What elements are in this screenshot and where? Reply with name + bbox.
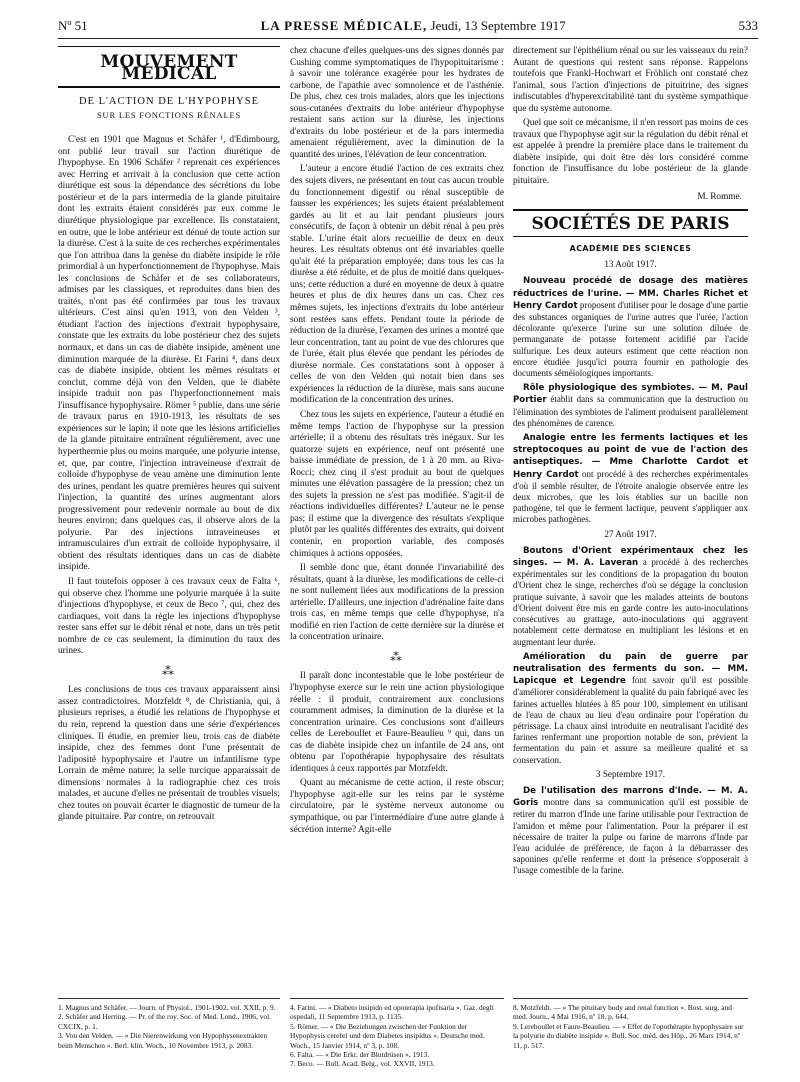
footnote: 1. Magnus and Schäfer. — Journ. of Physiol., 1901-1902, vol. XXII, p. 9. bbox=[58, 1003, 276, 1012]
paragraph: Quant au mécanisme de cette action, il reste obscur; l'hypophyse agit-elle sur les reins par le système circulatoire, par le système nerveux autonome ou sympathique, ou par l'intermédiaire d'une autre glande à sécrétion interne? Agit-elle bbox=[290, 778, 504, 835]
session-date: 3 Septembre 1917. bbox=[595, 768, 666, 779]
section-heading: SOCIÉTÉS DE PARIS bbox=[531, 214, 730, 235]
asterism: ⁂ bbox=[162, 663, 176, 678]
report-body: montre dans sa communication qu'il est possible de retirer du marron d'Inde une farine utilisable pour l'extraction de l'amidon et même pour l'alimentation. Pour la préparer il est nécessaire de traiter la pulpe ou farine de marrons d'Inde par l'eau acidulée de préférence, de façon à la débarrasser des saponines qu'elle renferme et dont la présence s'opposerait à l'usage comestible de la farine. bbox=[513, 797, 748, 876]
paragraph: Chez tous les sujets en expérience, l'auteur a étudié en même temps l'action de l'hypophyse sur la pression artérielle; il a obtenu des résultats très inégaux. Sur les quatorze sujets en expérience, neuf ont présenté une baisse immédiate de pression, de 1 à 20 mm. au Riva-Rocci; chez cinq il s'est produit au bout de quelques minutes une élévation passagère de la pression; chez un des sujets la pression ne s'est pas modifiée. S'agit-il de réactions individuelles différentes? L'auteur ne le pense pas; il estime que la divergence des résultats s'explique plutôt par les qualités différentes des extraits, qui doivent contenir, en proportion variable, des composés chimiques à actions opposées. bbox=[290, 409, 504, 559]
report-entry bbox=[513, 651, 748, 766]
society-name: ACADÉMIE DES SCIENCES bbox=[569, 243, 692, 253]
page-number: 533 bbox=[738, 18, 758, 33]
report-title: De l'utilisation des marrons d'Inde. — M. A. Goris bbox=[513, 785, 748, 809]
masthead bbox=[88, 18, 739, 34]
page-header bbox=[58, 18, 758, 40]
column-3 bbox=[513, 46, 748, 1046]
report-title: Boutons d'Orient expérimentaux chez les singes. — M. A. Laveran bbox=[513, 545, 748, 569]
footnote: 2. Schäfer and Herring. — Pr. of the roy. Soc. of Med. Lond., 1906, vol. CXCIX, p. 1. bbox=[58, 1012, 271, 1031]
report-entry bbox=[513, 432, 748, 526]
asterism: ⁂ bbox=[390, 649, 404, 664]
footnote: 9. Lereboullet et Faure-Beaulieu. — « Effet de l'opothérapie hypophysaire sur la polyurie du diabète insipide ». Bull. Soc. méd. des Hôp., 26 Mars 1914, nº 11, p. 517. bbox=[513, 1021, 744, 1050]
report-body: proposent d'utiliser pour le dosage d'une partie des substances organiques de l'urine autres que l'urée, l'action décolorante qu'exerce l'urine sur une solution diluée de permanganate de potasse fortement acidifié par l'acide sulfurique. Les deux auteurs estiment que cette réaction non encore étudiée jusqu'ici pourra fournir en pathologie des documents séméiologiques importants. bbox=[513, 299, 748, 379]
footnote: 5. Römer. — « Die Beziehungen zwischen der Funktion der Hypophysis cerebri und dem Diabetes insipidus ». Deutsche med. Woch., 15 Janvier 1914, nº 3, p. 108. bbox=[290, 1021, 485, 1050]
society-reports bbox=[513, 259, 748, 876]
footnote-rule bbox=[290, 998, 504, 999]
header-rule bbox=[58, 38, 758, 39]
report-entry bbox=[513, 275, 748, 379]
paragraph: Il paraît donc incontestable que le lobe postérieur de l'hypophyse exerce sur le rein une action physiologique réelle : il produit, contrairement aux conclusions couramment admises, la diminution de la diurèse et la concentration urinaire. Ces conclusions sont d'ailleurs celles de Lereboullet et Faure-Beaulieu ⁹ qui, dans un cas de diabète insipide chez un infantile de 24 ans, ont obtenu par l'opothérapie hypophysaire des résultats identiques à ceux rapportés par Motzfeldt. bbox=[290, 671, 504, 774]
session-date: 13 Août 1917. bbox=[604, 259, 657, 270]
footnotes-column-2 bbox=[290, 1003, 504, 1069]
report-body: a procédé à des recherches expérimentales sur les conditions de la propagation du bouton d'Orient chez le singe, recherches d'où se dégage la conclusion pratique suivante, à savoir que les malades atteints de boutons d'Orient doivent être mis en garde contre les auto-inoculations consécutives au grattage, auto-inoculations qui aggravent notablement cette dermatose en multipliant les lésions et en augmentant leur durée. bbox=[513, 557, 748, 647]
report-title: Rôle physiologique des symbiotes. — M. Paul Portier bbox=[513, 383, 748, 406]
footnote: 6. Falta. — « Die Erkr. der Blutdrüsen », 1913. bbox=[290, 1050, 430, 1060]
footnote: 7. Beco. — Bull. Acad. Belg., vol. XXVII, 1913. bbox=[290, 1059, 435, 1069]
article-title: DE L'ACTION DE L'HYPOPHYSE bbox=[79, 96, 259, 108]
report-body: ont procédé à des recherches expérimentales d'où il semble résulter, de l'étroite analogie observée entre les deux microbes, que les lois établies sur un bacille non pathogène, tel que le ferment lactique, peuvent s'appliquer aux microbes pathogènes. bbox=[513, 468, 748, 525]
report-title: Nouveau procédé de dosage des matières réductrices de l'urine. — MM. Charles Richet et Henry Cardot bbox=[513, 276, 748, 311]
column-1 bbox=[58, 46, 280, 1046]
footnote: 3. Von den Velden. — « Die Nierenwirkung von Hypophysenextrakten beim Menschen ». Berl. klin. Woch., 10 Novembre 1913, p. 2083. bbox=[58, 1031, 268, 1050]
footnote: 8. Motzfeldt. — « The pituitary body and renal function ». Bost. surg. and med. Journ., 4 Mai 1916, nº 18, p. 644. bbox=[513, 1003, 732, 1022]
report-title: Amélioration du pain de guerre par neutralisation des ferments du son. — MM. Lapicque et Legendre bbox=[513, 651, 748, 687]
paragraph: directement sur l'épithélium rénal ou sur les vaisseaux du rein? Autant de questions qui restent sans réponse. Rappelons toutefois que Frankl-Hochwart et Fröhlich ont constaté chez l'animal, sous l'action d'injections de pituitrine, des signes indiscutables d'hyperexcitabilité tant du système sympathique que du système autonome. bbox=[513, 46, 748, 114]
paragraph: Il faut toutefois opposer à ces travaux ceux de Falta ⁶, qui observe chez l'homme une polyurie marquée à la suite d'injections d'hypophyse, et ceux de Beco ⁷, qui, chez des cardiaques, voit dans la règle les injections d'hypophyse rester sans effet sur le débit rénal et note, dans un très petit nombre de ce cas seulement, la diminution du taux des urines. bbox=[58, 576, 280, 657]
paragraph: Quel que soit ce mécanisme, il n'en ressort pas moins de ces travaux que l'hypophyse agit sur la régulation du débit rénal et est appelée à prendre la première place dans le traitement du diabète insipide, qui doit être dès lors considéré comme fonction de l'insuffisance du lobe postérieur de la glande pituitaire. bbox=[513, 118, 748, 187]
footnotes-column-1 bbox=[58, 1003, 280, 1050]
report-body: font savoir qu'il est possible d'améliorer considérablement la qualité du pain fabriqué avec les farines actuelles blutées à 85 pour 100, simplement en utilisant de l'eau de chaux au lieu d'eau ordinaire pour l'opération du pétrissage. La chaux ainsi introduite en neutralisant l'acidité des farines renfermant une proportion notable de son, prévient la fermentation du pain et assure sa meilleure qualité et sa conservation. bbox=[513, 675, 748, 765]
paragraph: Les conclusions de tous ces travaux apparaissent ainsi assez contradictoires. Motzfeldt ⁸, de Christiania, qui, à plusieurs reprises, a étudié les relations de l'hypophyse et du rein, reprend la question dans une série d'expériences cliniques. Il étudie, en premier lieu, trois cas de diabète insipide, chez des femmes dont l'une présentait de l'adiposité hypophysaire et l'autre un infantilisme type Lorrain de même nature; la selle turcique apparaissait de dimensions normales à la radiographie chez ces trois malades, et aucune d'elles ne présentait de troubles visuels; chez toutes on pouvait écarter le diagnostic de tumeur de la glande pituitaire. Par contre, on retrouvait bbox=[58, 685, 280, 823]
report-entry bbox=[513, 382, 748, 429]
journal-title: LA PRESSE MÉDICALE, bbox=[260, 18, 428, 33]
article-subtitle: SUR LES FONCTIONS RÉNALES bbox=[97, 109, 241, 120]
footnotes-column-3 bbox=[513, 1003, 748, 1050]
issue-date: Jeudi, 13 Septembre 1917 bbox=[430, 18, 566, 33]
footnote: 4. Farini. — « Diabeto insipido ed opoterapia ipofisaria ». Gaz. degli ospedali, 11 Septembre 1913, p. 1135. bbox=[290, 1003, 494, 1022]
section-heading-box bbox=[58, 46, 280, 88]
report-entry bbox=[513, 785, 748, 877]
paragraph: C'est en 1901 que Magnus et Schäfer ¹, d'Edimbourg, ont publié leur travail sur l'action diurétique de l'hypophyse. En 1906 Schäfer ² reprenait ces expériences avec Herring et arrivait à la conclusion que cette action diurétique est sous la dépendance des sécrétions du lobe postérieur et de la pars intermedia de la glande pituitaire dont les extraits étaient considérés par eux comme le diurétique physiologique par excellence. Ils constataient, en outre, que le lobe antérieur est dénué de toute action sur la diurèse. C'est à la suite de ces recherches expérimentales que l'on attribua dans la genèse du diabète insipide le rôle primordial à un hyperfonctionnement de l'hypophyse. Mais les conclusions de Schäfer et de ses collaborateurs, admises par les classiques, et reproduites dans bien des traités, n'ont pas été confirmées par tous les travaux ultérieurs. C'est ainsi qu'en 1913, von den Velden ³, étudiant l'action des injections d'extrait hypophysaire, constate que les extraits du lobe postérieur chez des sujets normaux, et dans un cas de diabète insipide, amènent une diminution marquée de la diurèse. Et Farini ⁴, dans deux cas de diabète insipide, obtient les mêmes résultats et conclut, comme déjà von den Velden, que le diabète insipide traduit non pas l'hyperfonctionnement mais l'insuffisance hypophysaire. Römer ⁵ publie, dans une série de travaux parus en 1910-1913, les résultats de ses expériences sur le lapin; il note que les lésions artificielles de la glande pituitaire entraînent régulièrement, avec une hyperthermie plus ou moins marquée, une polyurie intense, et, que, par contre, l'injection intraveineuse d'extrait de colloïde d'hypophyse de veau amène une diminution lente des urines, pendant les quatre premières heures qui suivent l'injection, la quantité des urines augmentant alors progressivement pour redevenir normale au bout de dix heures environ; dans quelques cas, il observe alors de la polyurie. Par des injections intraveineuses et intramusculaires d'un extrait de colloïde hypophysaire, il obtient des résultats identiques dans un cas de diabète insipide. bbox=[58, 135, 280, 573]
section-heading-box bbox=[513, 209, 748, 237]
paragraph: Il semble donc que, étant donnée l'invariabilité des résultats, quant à la diurèse, les modifications de celle-ci ne sont nullement liées aux modifications de la pression artérielle. D'ailleurs, une injection d'adrénaline faite dans trois cas, en même temps que celle d'hypophyse, n'a modifié en rien l'action de cette dernière sur la diurèse et la concentration urinaire. bbox=[290, 563, 504, 643]
session-date: 27 Août 1917. bbox=[604, 528, 657, 539]
footnote-rule bbox=[58, 998, 280, 999]
paragraph: L'auteur a encore étudié l'action de ces extraits chez des sujets divers, ne présentant en tout cas aucun trouble du fonctionnement digestif ou rénal susceptible de fausser les expériences; les sujets étaient préalablement gardés au lit et au lait pendant plusieurs jours consécutifs, de façon à obtenir un débit rénal à peu près stable. L'urine était alors recueillie de deux en deux heures. Les résultats obtenus ont été invariables quelle qu'ait été la préparation employée; dans tous les cas la diurèse a été réduite, et de plus de moitié dans quelques-uns; cette réduction a duré en moyenne de deux à quatre heures et plus de dix heures dans un cas. Chez ces mêmes sujets, les injections d'extraits du lobe antérieur sont restées sans effets. Pendant toute la période de réduction de la diurèse, l'examen des urines a montré que leur concentration, tant au point de vue des chlorures que de l'urée, était plus élevée que pendant les périodes de diurèse normale. Ces constatations sont à opposer à celles de von den Velden qui notait bien dans ses expériences la réduction de la diurèse, mais sans aucune modification de la concentration des urines. bbox=[290, 164, 504, 406]
issue-number: Nº 51 bbox=[58, 18, 88, 33]
report-entry bbox=[513, 545, 748, 648]
author-signature: M. Romme. bbox=[697, 191, 742, 202]
column-2 bbox=[290, 46, 504, 1046]
section-heading: MOUVEMENT MÉDICAL bbox=[100, 52, 238, 84]
paragraph: chez chacune d'elles quelques-uns des signes donnés par Cushing comme symptomatiques de l'hypopituitarisme : à savoir une tolérance exagérée pour les hydrates de carbone, de l'apathie avec somnolence et de l'asthénie. De plus, chez ces trois malades, alors que les injections sous-cutanées d'extraits du lobe antérieur d'hypophyse restaient sans action sur la diurèse, les injections d'extraits du lobe postérieur et de la pars intermedia amenaient régulièrement, avec la diminution de la quantité des urines, l'élévation de leur concentration. bbox=[290, 46, 504, 160]
report-body: établit dans sa communication que la destruction ou l'élimination des symbiotes de l'aliment produisent parallèlement des phénomènes de carence. bbox=[513, 394, 748, 428]
footnote-rule bbox=[513, 998, 748, 999]
report-title: Analogie entre les ferments lactiques et les streptocoques au point de vue de l'action des antiseptiques. — Mme Charlotte Cardot et Henry Cardot bbox=[513, 433, 748, 480]
